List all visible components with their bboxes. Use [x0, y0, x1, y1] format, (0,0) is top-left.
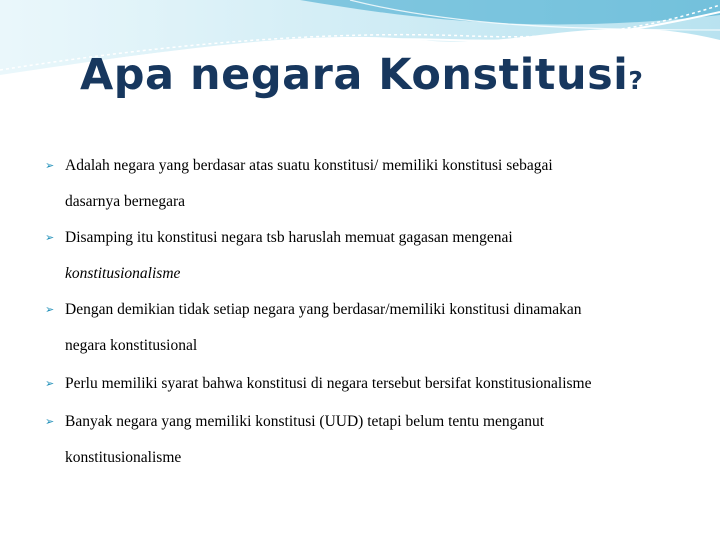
bullet-line: Banyak negara yang memiliki konstitusi (UUD) tetapi belum tentu menganut — [65, 413, 545, 430]
arrow-bullet-icon: ➢ — [45, 416, 55, 428]
arrow-bullet-icon: ➢ — [45, 378, 55, 390]
bullet-item — [45, 148, 695, 220]
bullet-item — [45, 292, 695, 364]
bullet-line: Disamping itu konstitusi negara tsb haruslah memuat gagasan mengenai — [65, 229, 513, 246]
bullet-line: Perlu memiliki syarat bahwa konstitusi di negara tersebut bersifat konstitusionalisme — [65, 375, 592, 392]
arrow-bullet-icon: ➢ — [45, 304, 55, 316]
bullet-line: Adalah negara yang berdasar atas suatu konstitusi/ memiliki konstitusi sebagai — [65, 157, 553, 174]
bullet-item — [45, 364, 695, 404]
bullet-line: negara konstitusional — [65, 337, 198, 354]
slide-title-main: Apa negara Konstitusi — [80, 50, 629, 100]
bullet-line: konstitusionalisme — [65, 449, 182, 466]
bullet-list — [45, 148, 695, 476]
bullet-line: dasarnya bernegara — [65, 193, 186, 210]
bullet-line: konstitusionalisme — [65, 265, 181, 282]
arrow-bullet-icon: ➢ — [45, 232, 55, 244]
arrow-bullet-icon: ➢ — [45, 160, 55, 172]
bullet-item — [45, 220, 695, 292]
bullet-item — [45, 404, 695, 476]
slide-title — [80, 50, 643, 100]
bullet-line: Dengan demikian tidak setiap negara yang berdasar/memiliki konstitusi dinamakan — [65, 301, 582, 318]
slide-title-mark: ? — [628, 66, 644, 95]
